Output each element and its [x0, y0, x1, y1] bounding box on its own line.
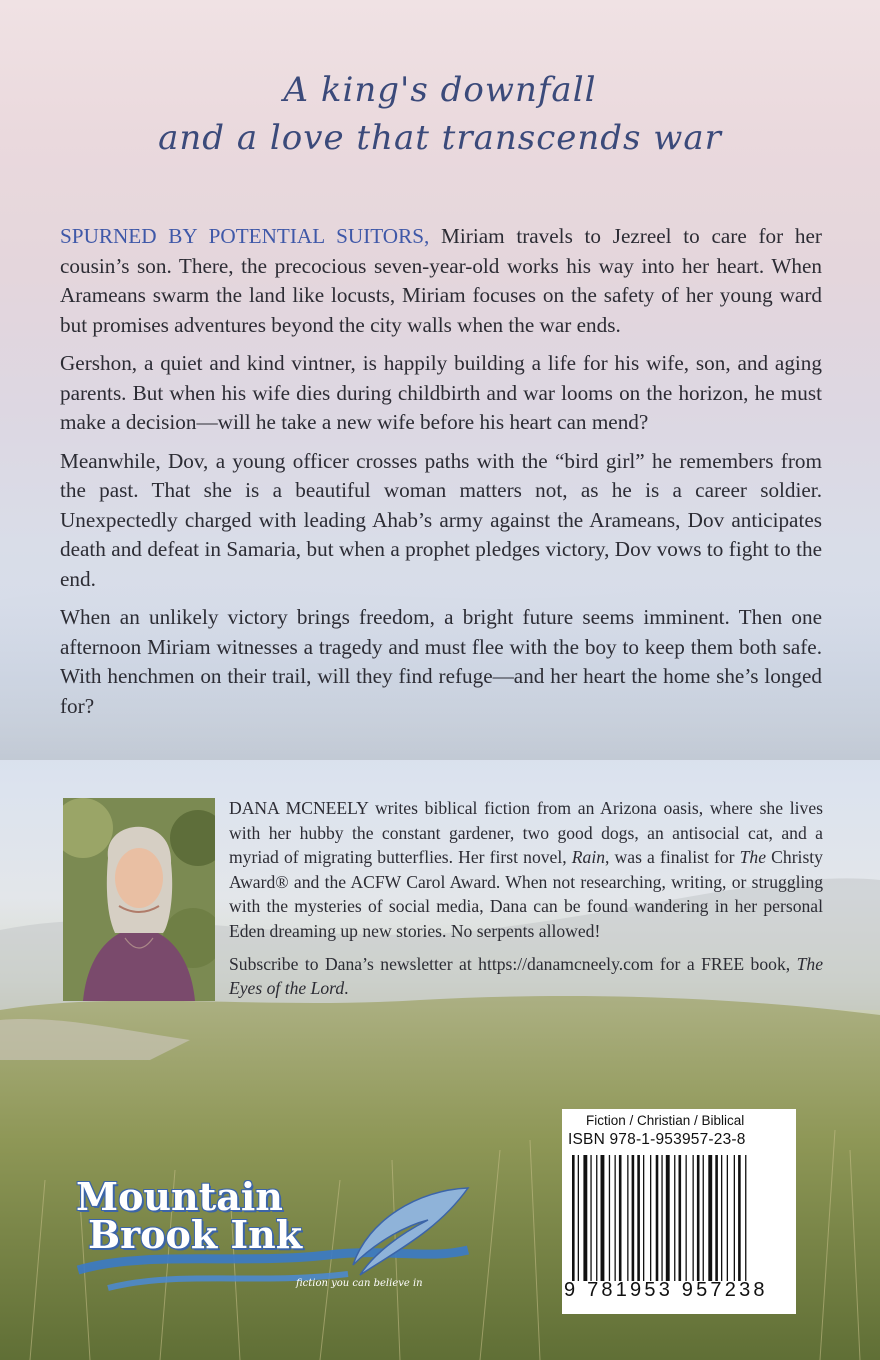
barcode-bar	[703, 1155, 704, 1281]
headline-line-1: A king's downfall	[283, 70, 597, 110]
novel-title: Rain	[571, 847, 606, 868]
blurb-paragraph-2: Gershon, a quiet and kind vintner, is happily building a life for his wife, son, and aging parents. But when his wife dies during childbirth and war looms on the horizon, he must make a decision—will he take a new wife before his heart can mend?	[60, 351, 822, 434]
genre-category: Fiction / Christian / Biblical	[586, 1113, 745, 1128]
blurb-paragraph-3: Meanwhile, Dov, a young officer crosses paths with the “bird girl” he remembers from the past. That she is a beautiful woman matters not, as he is a career soldier. Unexpectedly charged with leading Ahab’s army against the Arameans, Dov anticipates death and defeat in Samaria, but when a prophet pledges victory, Dov vows to fight to the end.	[60, 448, 822, 591]
isbn-barcode-box	[562, 1109, 796, 1314]
barcode-bar	[666, 1155, 670, 1281]
bio-paragraph-1	[229, 796, 823, 944]
newsletter-text: Subscribe to Dana’s newsletter at https://danamcneely.com for a FREE book,	[229, 953, 797, 974]
barcode-bar	[697, 1155, 700, 1281]
barcode-bar	[679, 1155, 682, 1281]
barcode-bar	[674, 1155, 675, 1281]
barcode-bar	[596, 1155, 597, 1281]
barcode-bar	[727, 1155, 728, 1281]
barcode-bar	[745, 1155, 746, 1281]
quill-icon	[353, 1188, 468, 1275]
barcode-bar	[615, 1155, 616, 1281]
barcode-bar	[637, 1155, 640, 1281]
publisher-tagline: fiction you can believe in	[296, 1278, 423, 1289]
bio-text-a: writes biblical fiction from an Arizona oasis, where she lives with her hubby the constant gardener, two good dogs, an antisocial cat, and a myriad of migrating butterflies. Her first novel,	[229, 798, 823, 868]
newsletter-end: .	[344, 978, 349, 999]
blurb-p1-text: Miriam travels to Jezreel to care for her cousin’s son. There, the precocious seven-year-old works his way into her heart. When Arameans swarm the land like locusts, Miriam focuses on the safety of her young ward but promises adventures beyond the city walls when the war ends.	[60, 224, 822, 337]
barcode-bar	[601, 1155, 605, 1281]
headline-line-2: and a love that transcends war	[158, 118, 722, 158]
publisher-name-line-1: Mountain	[76, 1174, 283, 1219]
bio-paragraph-2	[229, 952, 823, 1001]
publisher-logo	[68, 1170, 478, 1305]
blurb-paragraph-1	[60, 222, 822, 340]
barcode-bar	[609, 1155, 610, 1281]
barcode-bar	[650, 1155, 651, 1281]
barcode-bar	[632, 1155, 635, 1281]
barcode-bar	[643, 1155, 644, 1281]
bio-text-c: Christy Award® and the ACFW Carol Award. When not researching, writing, or struggling with the mysteries of social media, Dana can be found wandering in her personal Eden dreaming up new stories. No serpents allowed!	[229, 847, 823, 941]
barcode-bar	[578, 1155, 579, 1281]
barcode-bar	[734, 1155, 735, 1281]
barcode-bar	[715, 1155, 718, 1281]
publisher-name-line-2: Brook Ink	[88, 1212, 303, 1257]
barcode-bar	[572, 1155, 575, 1281]
bio-text-b: , was a finalist for	[605, 847, 740, 868]
award-the: The	[739, 847, 767, 868]
barcode-bar	[721, 1155, 722, 1281]
barcode-bar	[627, 1155, 628, 1281]
barcode-bar	[590, 1155, 591, 1281]
free-book-title: The Eyes of the Lord	[229, 953, 823, 999]
barcode-bar	[738, 1155, 741, 1281]
barcode-bar	[583, 1155, 587, 1281]
barcode-digits: 9 781953 957238	[564, 1279, 768, 1301]
blurb-lead: SPURNED BY POTENTIAL SUITORS,	[60, 224, 430, 248]
barcode-bar	[661, 1155, 662, 1281]
barcode-bar	[693, 1155, 694, 1281]
cover-headline	[0, 66, 880, 162]
barcode-bars	[572, 1155, 786, 1281]
barcode-bar	[708, 1155, 712, 1281]
barcode-bar	[619, 1155, 622, 1281]
blurb-paragraph-4: When an unlikely victory brings freedom, a bright future seems imminent. Then one afternoon Miriam witnesses a tragedy and must flee with the boy to keep them both safe. With henchmen on their trail, will they find refuge—and her heart the home she’s longed for?	[60, 605, 822, 718]
author-name: DANA MCNEELY	[229, 798, 369, 818]
author-bio	[229, 796, 823, 1009]
book-blurb	[60, 222, 822, 730]
author-photo	[63, 798, 215, 1001]
isbn-number: ISBN 978-1-953957-23-8	[568, 1131, 746, 1148]
barcode-bar	[656, 1155, 659, 1281]
barcode-bar	[686, 1155, 687, 1281]
